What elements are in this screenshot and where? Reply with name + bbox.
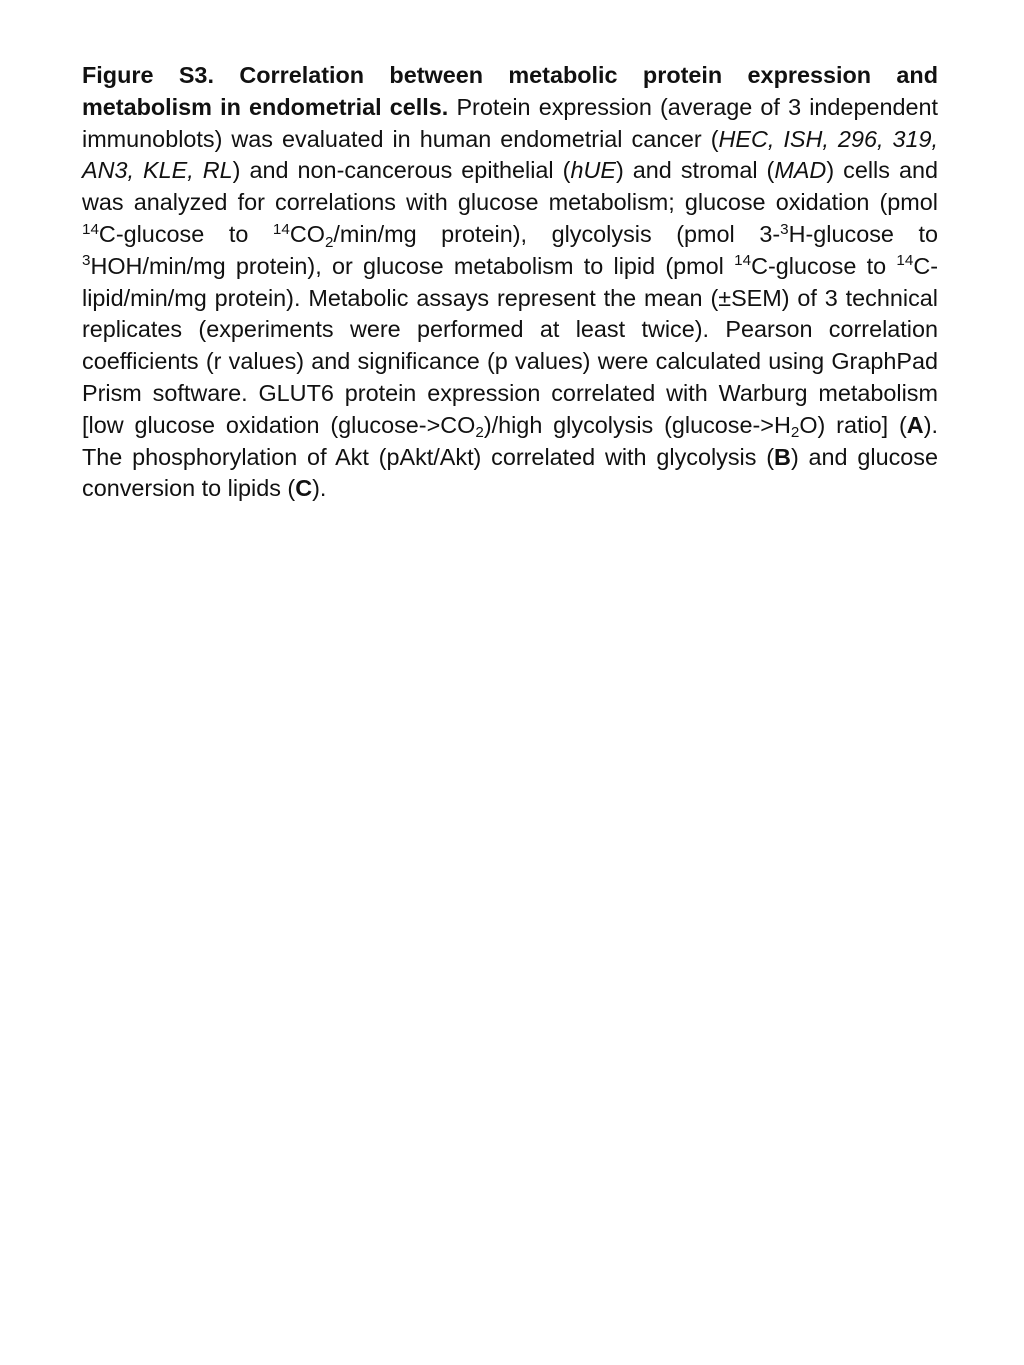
caption-text: ) and stromal ( (615, 157, 775, 184)
stromal-cells: MAD (774, 157, 827, 184)
caption-text: Protein expression (average of 3 independent immunoblots) was evaluated in human endometrial cancer ( (82, 93, 938, 152)
caption-text: /min/mg protein), glycolysis (pmol 3- (333, 220, 781, 247)
superscript: 3 (780, 220, 789, 238)
subscript: 2 (475, 424, 484, 442)
panel-ref-c: C (295, 475, 313, 502)
superscript: 14 (82, 220, 99, 238)
cancer-cell-lines: HEC, ISH, 296, 319, AN3, KLE, RL (82, 125, 939, 184)
superscript: 14 (272, 220, 290, 238)
caption-text: ). The phosphorylation of Akt (pAkt/Akt) correlated with glycolysis ( (82, 411, 938, 470)
epithelial-cells: hUE (570, 157, 616, 184)
caption-text: ) and non-cancerous epithelial ( (232, 157, 571, 184)
figure-label: Figure S3. (82, 62, 214, 88)
figure-caption-block (82, 60, 938, 505)
panel-ref-a: A (906, 411, 924, 438)
subscript: 2 (790, 424, 800, 442)
caption-text: C-glucose to (751, 252, 897, 279)
caption-text: CO (289, 220, 325, 247)
caption-text: ) cells and was analyzed for correlations with glucose metabolism; glucose oxidation (pmol (82, 157, 938, 216)
caption-text: H-glucose to (788, 220, 939, 247)
superscript: 3 (82, 252, 91, 270)
caption-text: ) and glucose conversion to lipids ( (82, 443, 938, 502)
superscript: 14 (896, 252, 914, 270)
panel-ref-b: B (774, 443, 791, 470)
superscript: 14 (734, 252, 752, 270)
caption-text: ). (312, 475, 327, 502)
caption-text: C-lipid/min/mg protein). Metabolic assays represent the mean (±SEM) of 3 technical replicates (experiments were performed at least twice). Pearson correlation coefficients (r values) and significance (p values) were calculated using GraphPad Prism software. GLUT6 protein expression correlated with Warburg metabolism [low glucose oxidation (glucose->CO (82, 252, 939, 438)
caption-text: HOH/min/mg protein), or glucose metabolism to lipid (pmol (90, 252, 735, 279)
figure-caption (82, 60, 938, 505)
caption-text: C-glucose to (98, 220, 273, 247)
caption-text: O) ratio] ( (799, 411, 907, 438)
figure-title: Correlation between metabolic protein expression and metabolism in endometrial cells. (82, 62, 938, 120)
caption-text: )/high glycolysis (glucose->H (483, 411, 791, 438)
subscript: 2 (324, 233, 334, 251)
